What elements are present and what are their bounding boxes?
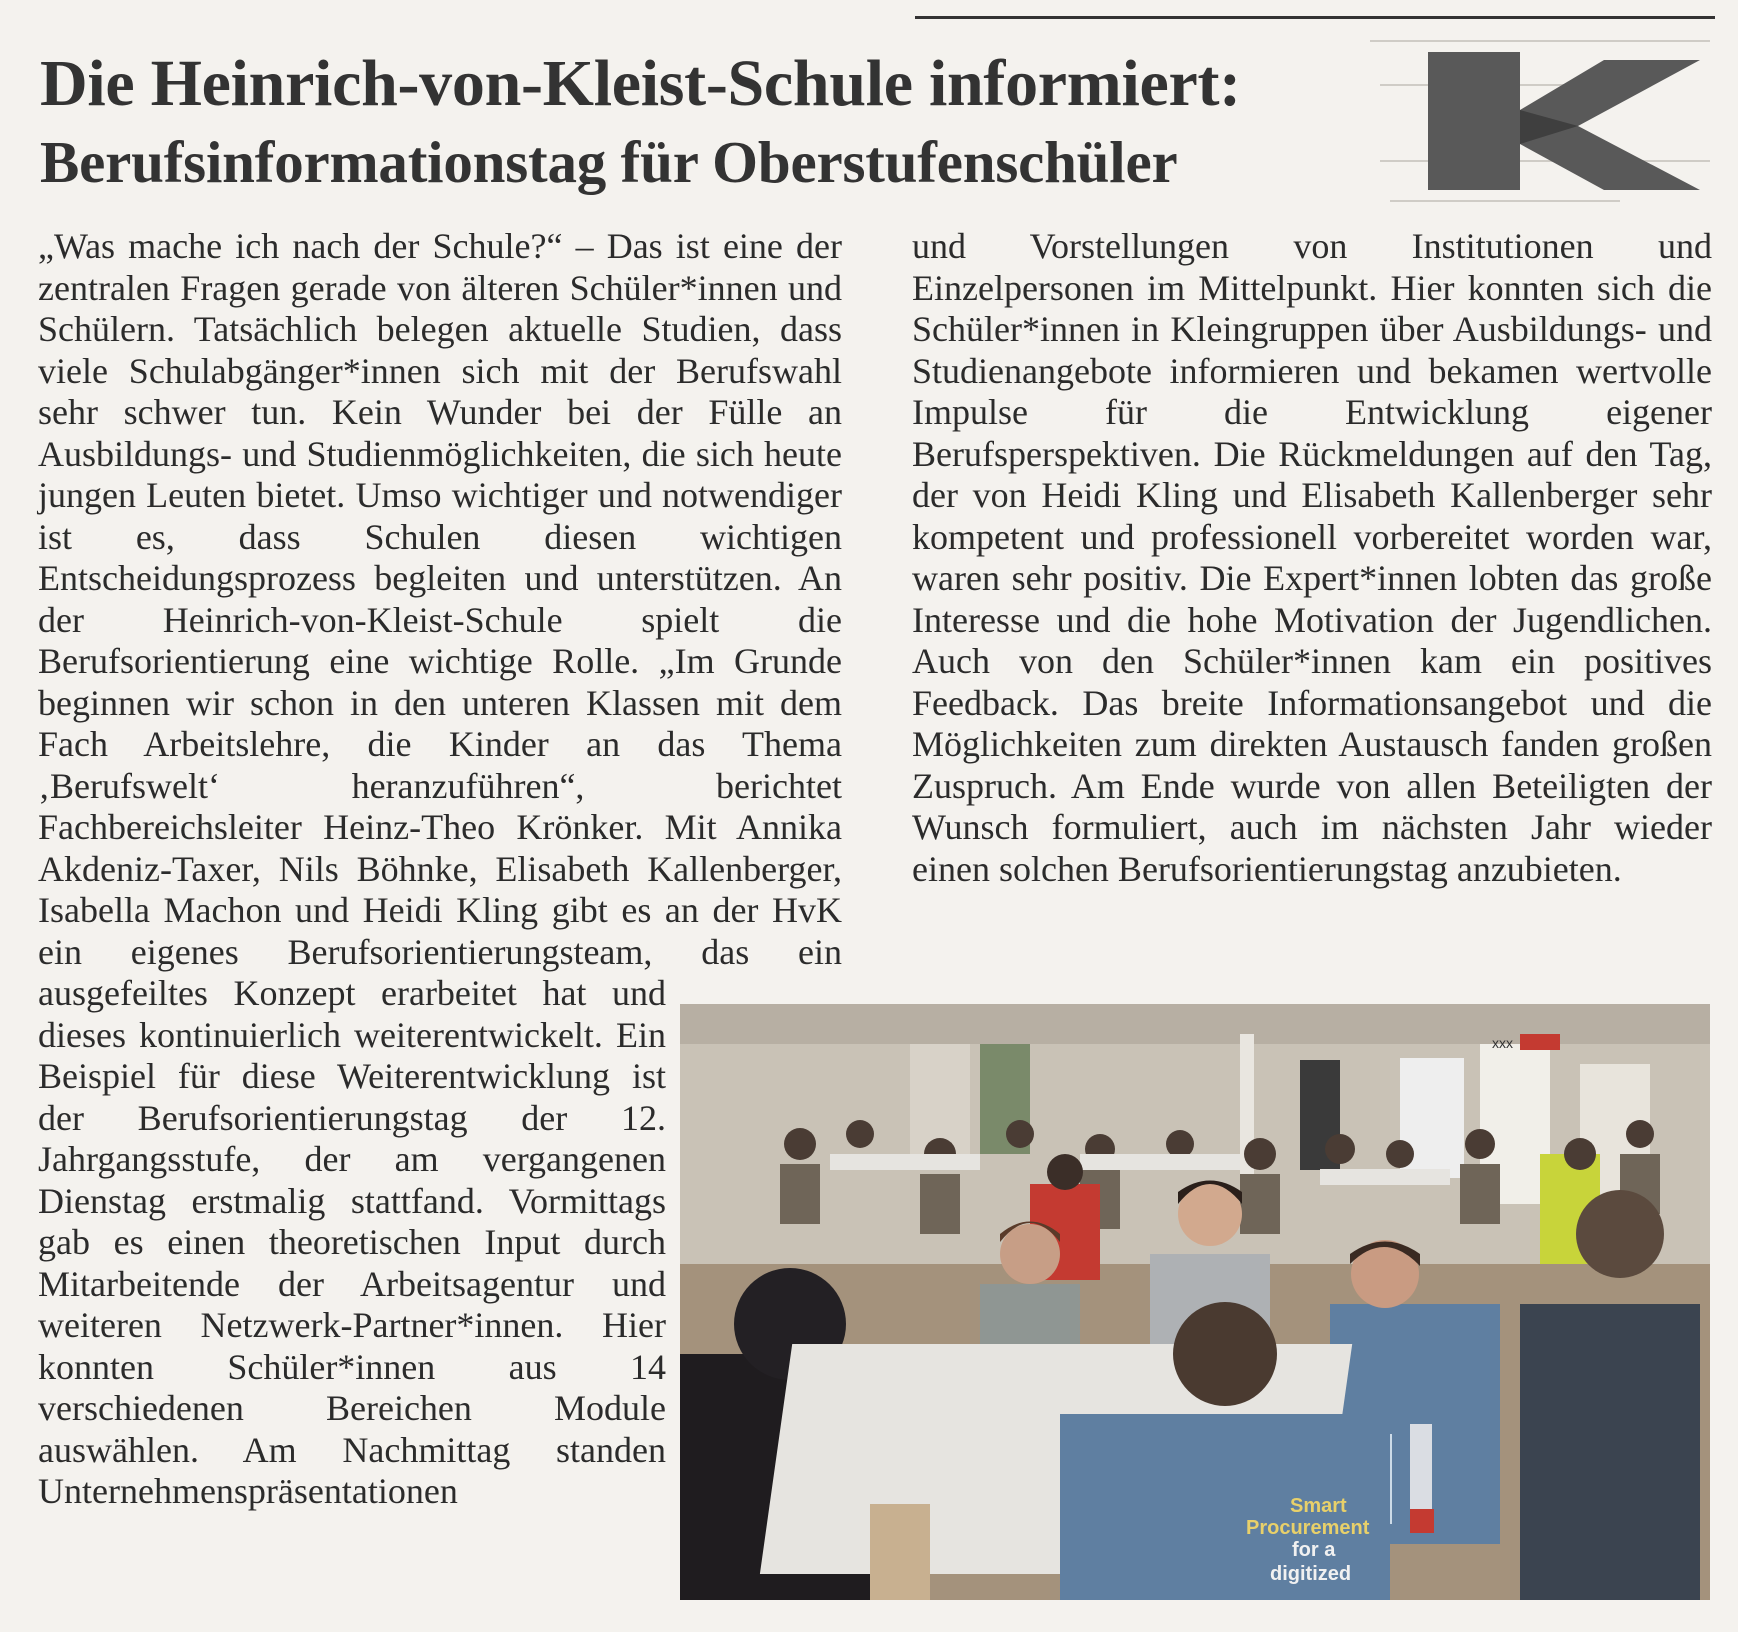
hoodie-line-1: Smart <box>1290 1495 1347 1517</box>
hoodie-line-2: Procurement <box>1246 1517 1370 1539</box>
top-rule <box>915 16 1715 19</box>
hoodie-line-3: for a <box>1292 1539 1336 1561</box>
hoodie-line-4: digitized <box>1270 1563 1352 1585</box>
banner-text: xxx <box>1492 1035 1513 1051</box>
bleed-through <box>1390 200 1620 202</box>
article-right-text: und Vorstellungen von Institutionen und Einzelpersonen im Mittelpunkt. Hier konnten sich die Schüler*innen in Kleingruppen über Ausbildungs- und Studienangebote informieren und bekamen wertvolle Impulse für die Entwicklung eigener Berufsperspektiven. Die Rückmeldungen auf den Tag, der von Heidi Kling und Elisabeth Kallenberger sehr kompetent und professionell vorbereitet worden war, waren sehr positiv. Die Expert*innen lobten das große Interesse und die hohe Motivation der Jugendlichen. Auch von den Schüler*innen kam ein positives Feedback. Das breite Informationsangebot und die Möglichkeiten zum direkten Austausch fanden großen Zuspruch. Am Ende wurde von allen Beteiligten der Wunsch formuliert, auch im nächsten Jahr wieder einen solchen Berufsorientierungstag anzubieten. <box>912 226 1712 889</box>
article-right-column <box>912 226 1712 890</box>
headline <box>40 44 1370 200</box>
event-photo <box>680 1004 1710 1600</box>
headline-line-2: Berufsinformationstag für Oberstufenschüler <box>40 129 1178 195</box>
hvk-logo-icon <box>1428 52 1700 190</box>
bleed-through <box>1370 40 1710 42</box>
headline-line-1: Die Heinrich-von-Kleist-Schule informiert: <box>40 47 1241 120</box>
article-left-text: „Was mache ich nach der Schule?“ – Das ist eine der zentralen Fragen gerade von älteren Schüler*innen und Schülern. Tatsächlich belegen aktuelle Studien, dass viele Schulabgänger*innen sich mit der Berufswahl sehr schwer tun. Kein Wunder bei der Fülle an Ausbildungs- und Studienmöglichkeiten, die sich heute jungen Leuten bietet. Umso wichtiger und notwendiger ist es, dass Schulen diesen wichtigen Entscheidungsprozess begleiten und unterstützen. An der Heinrich-von-Kleist-Schule spielt die Berufsorientierung eine wichtige Rolle. „Im Grunde beginnen wir schon in den unteren Klassen mit dem Fach Arbeitslehre, die Kinder an das Thema ‚Berufswelt‘ heranzuführen“, berichtet Fachbereichsleiter Heinz-Theo Krönker. Mit Annika Akdeniz-Taxer, Nils Böhnke, Elisabeth Kallenberger, Isabella Machon und Heidi Kling gibt es an der HvK ein eigenes Berufsorientierungsteam, das ein ausgefeiltes Konzept erarbeitet hat und dieses kontinuierlich weiterentwickelt. Ein Beispiel für diese Weiterentwicklung ist der Berufsorientierungstag der 12. Jahrgangsstufe, der am vergangenen Dienstag erstmalig stattfand. Vormittags gab es einen theoretischen Input durch Mitarbeitende der Arbeitsagentur und weiteren Netzwerk-Partner*innen. Hier konnten Schüler*innen aus 14 verschiedenen Bereichen Module auswählen. Am Nachmittag standen Unternehmenspräsentationen <box>38 226 842 1511</box>
